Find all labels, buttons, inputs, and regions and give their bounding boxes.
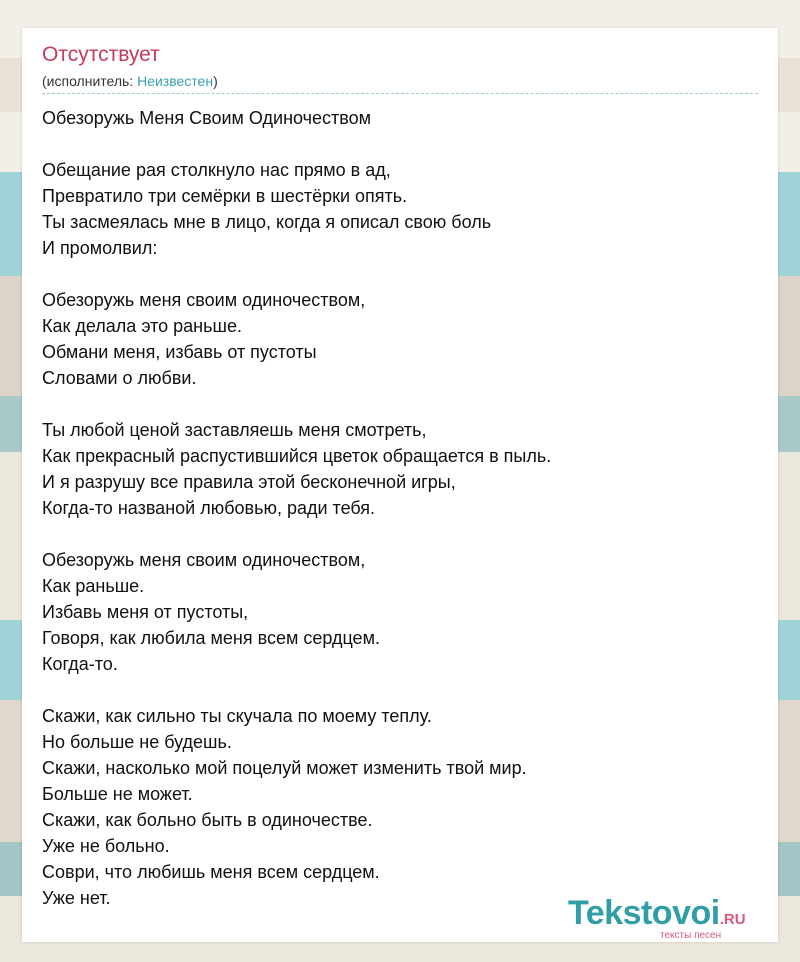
lyrics-line: Когда-то названой любовью, ради тебя. [42,498,376,518]
lyrics-line: Избавь меня от пустоты, [42,602,249,622]
lyrics-line: Обезоружь меня своим одиночеством, [42,290,366,310]
site-logo[interactable] [568,894,746,941]
logo-domain: .RU [719,911,746,928]
lyrics-line: Уже не больно. [42,836,170,856]
lyrics-line: Ты засмеялась мне в лицо, когда я описал свою боль [42,212,492,232]
lyrics-blank-line [42,261,758,287]
song-title: Отсутствует [42,43,160,66]
lyrics-card [22,28,778,942]
artist-link[interactable]: Неизвестен [137,73,214,89]
lyrics-line: Уже нет. [42,888,111,908]
lyrics-blank-line [42,131,758,157]
lyrics-line: Обезоружь меня своим одиночеством, [42,550,366,570]
lyrics-line: Но больше не будешь. [42,732,232,752]
artist-suffix: ) [213,73,218,89]
logo-wordmark: Tekstovoi [568,894,720,932]
lyrics-line: Скажи, как сильно ты скучала по моему теплу. [42,706,432,726]
lyrics-line: Ты любой ценой заставляешь меня смотреть, [42,420,427,440]
lyrics-blank-line [42,677,758,703]
artist-prefix: (исполнитель: [42,73,138,89]
lyrics-line: Когда-то. [42,654,118,674]
lyrics-line: Словами о любви. [42,368,197,388]
lyrics-line: Скажи, как больно быть в одиночестве. [42,810,373,830]
lyrics-line: Как раньше. [42,576,145,596]
lyrics-line: Соври, что любишь меня всем сердцем. [42,862,380,882]
lyrics-line: Больше не может. [42,784,193,804]
lyrics-line: Обещание рая столкнуло нас прямо в ад, [42,160,391,180]
logo-tagline: тексты песен [660,930,722,941]
lyrics-text [42,105,758,911]
lyrics-blank-line [42,391,758,417]
lyrics-blank-line [42,521,758,547]
lyrics-line: Обезоружь Меня Своим Одиночеством [42,108,372,128]
lyrics-line: И я разрушу все правила этой бесконечной игры, [42,472,456,492]
lyrics-line: Как делала это раньше. [42,316,242,336]
lyrics-line: Скажи, насколько мой поцелуй может изменить твой мир. [42,758,527,778]
artist-line [42,73,218,89]
lyrics-line: Как прекрасный распустившийся цветок обращается в пыль. [42,446,552,466]
lyrics-line: Превратило три семёрки в шестёрки опять. [42,186,408,206]
lyrics-line: Обмани меня, избавь от пустоты [42,342,317,362]
divider [42,93,758,94]
lyrics-line: И промолвил: [42,238,158,258]
lyrics-line: Говоря, как любила меня всем сердцем. [42,628,380,648]
